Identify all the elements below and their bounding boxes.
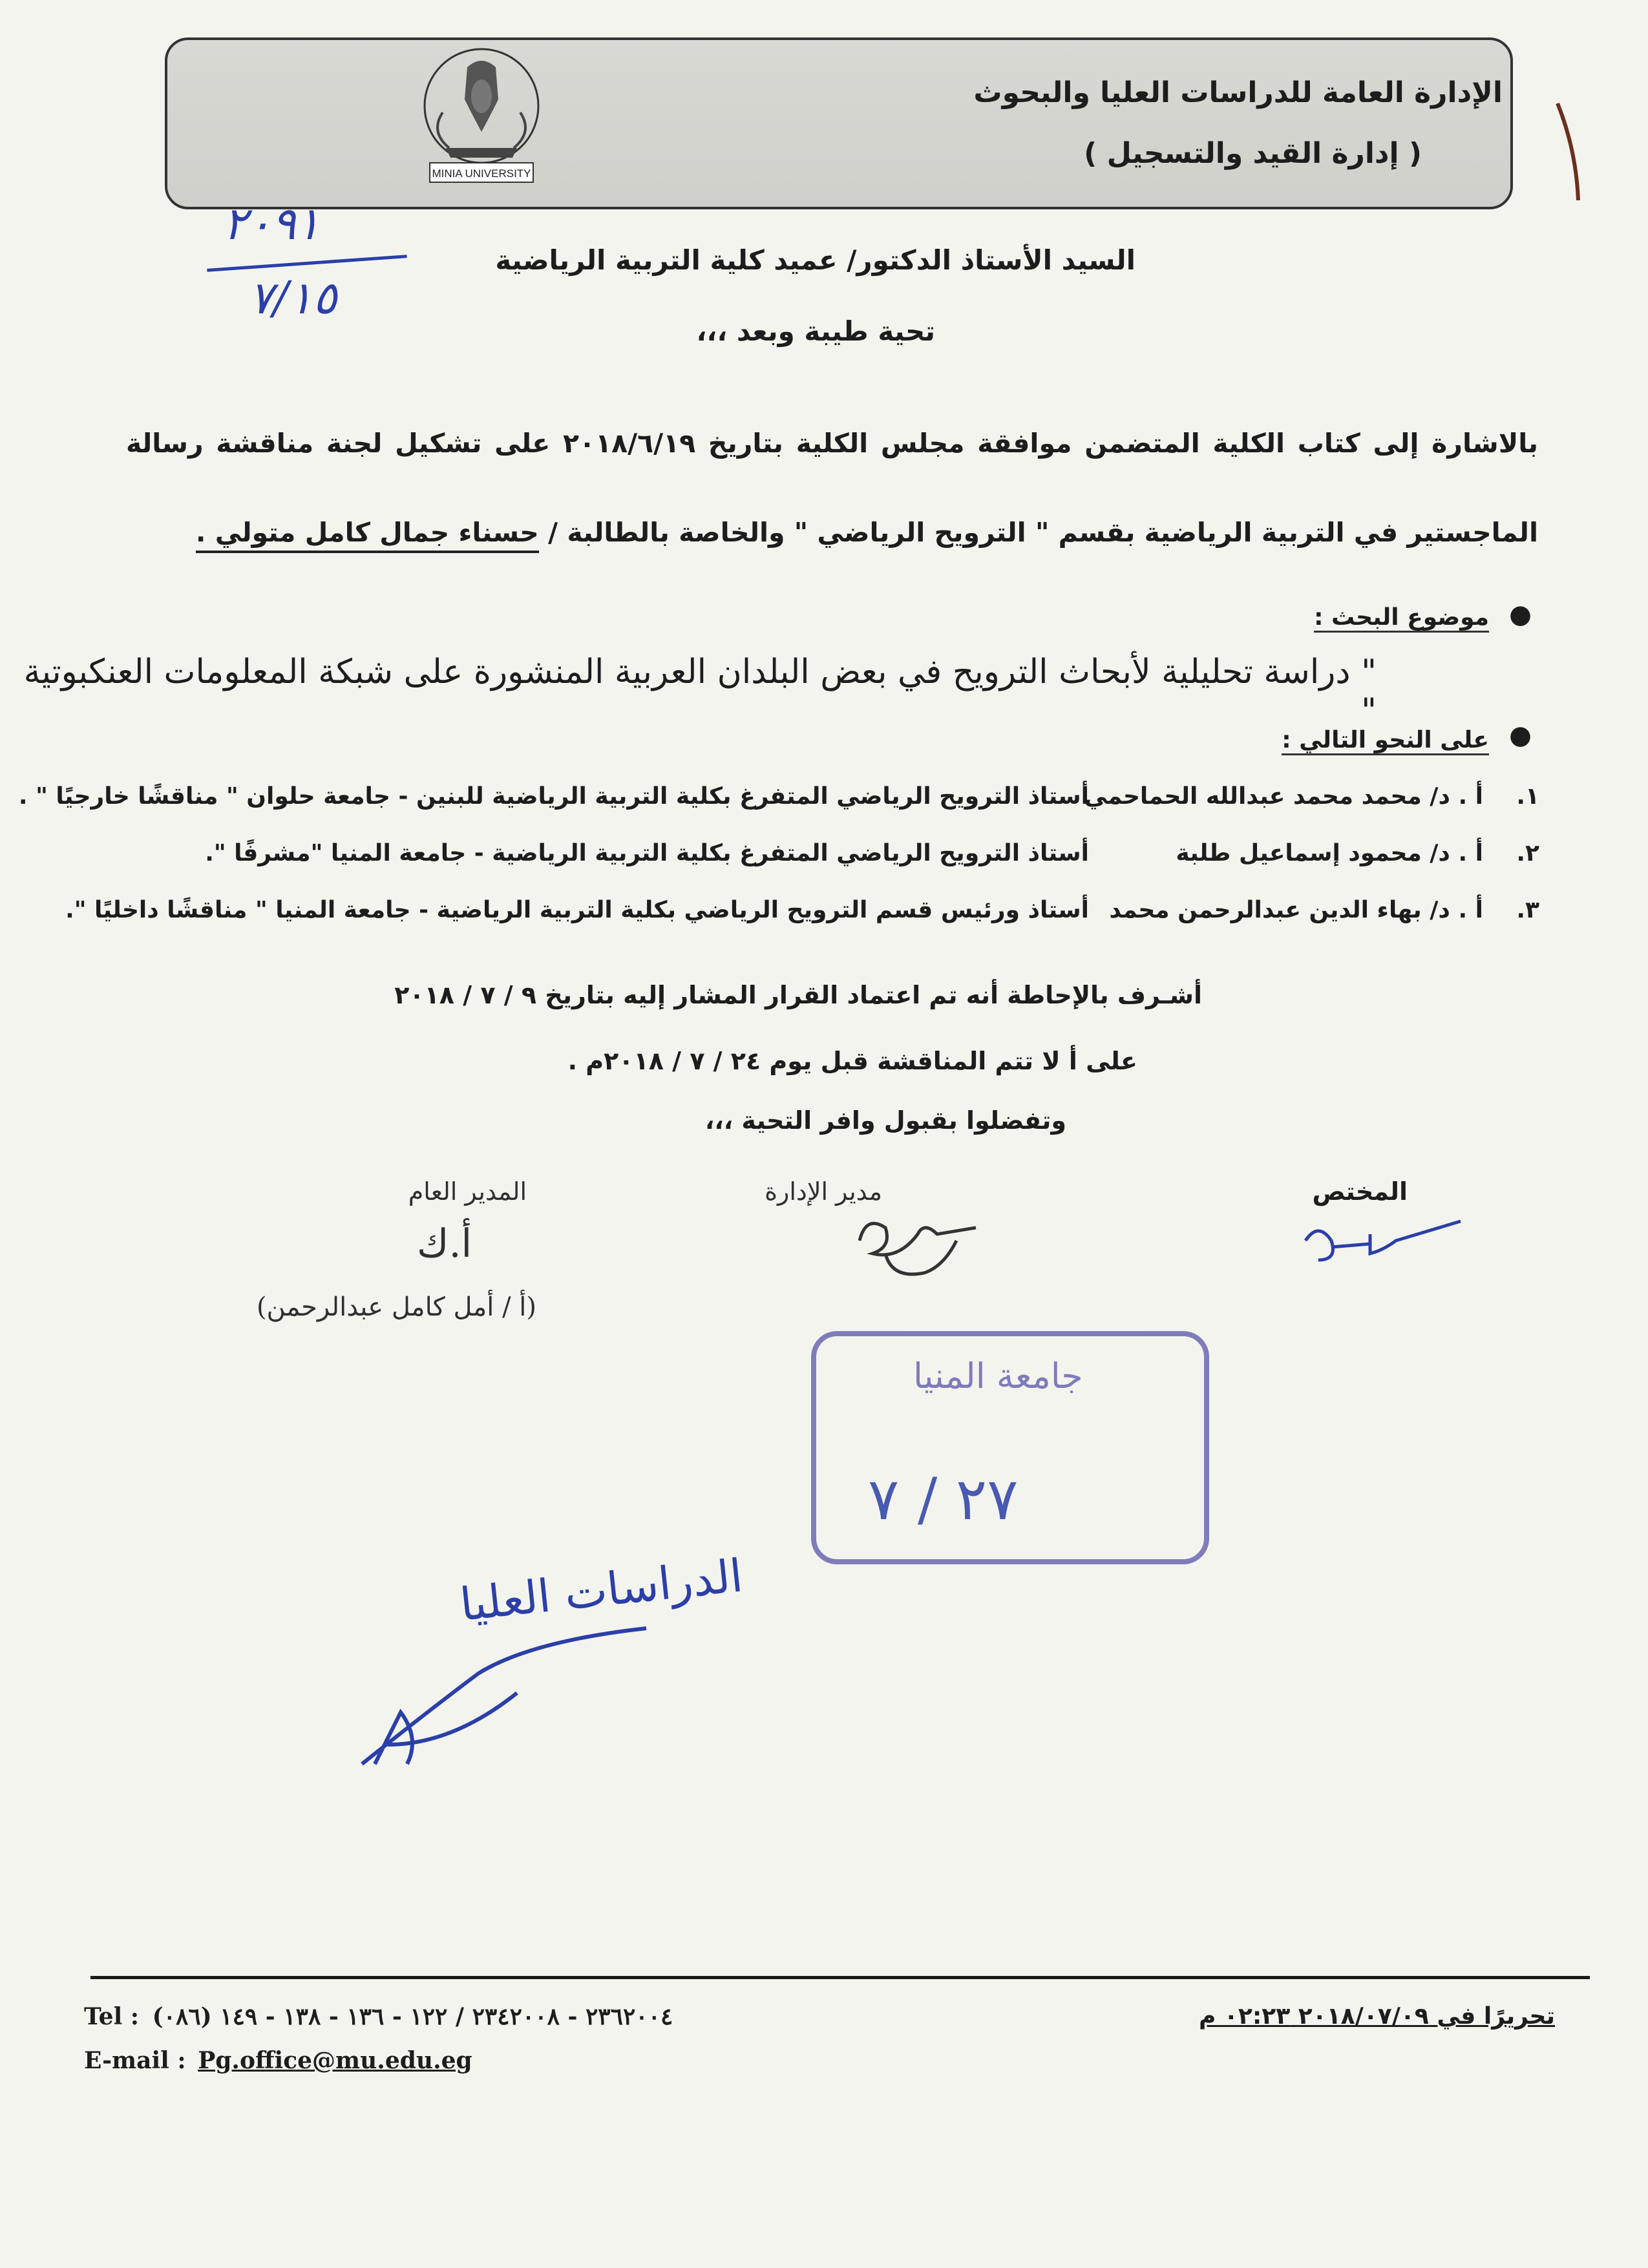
member-number: .٣: [1516, 897, 1539, 923]
research-subject: " دراسة تحليلية لأبحاث الترويح في بعض البلدان العربية المنشورة على شبكة المعلومات العنكبوتية ": [23, 653, 1377, 730]
approval-line: أشـرف بالإحاطة أنه تم اعتماد القرار المشار إليه بتاريخ ٩ / ٧ / ٢٠١٨: [394, 981, 1202, 1009]
footer-email: [84, 2047, 472, 2074]
handwritten-ref-date: ٧/١٥: [249, 271, 337, 324]
member-title: أستاذ الترويح الرياضي المتفرغ بكلية التربية الرياضية للبنين - جامعة حلوان " مناقشًا خارجيًا " .: [18, 783, 1089, 810]
bullet-icon: ●: [1509, 720, 1532, 750]
admin-manager-signature: [847, 1202, 982, 1286]
handwritten-scribble: [349, 1615, 659, 1777]
member-number: .٢: [1516, 840, 1539, 866]
logo-caption: MINIA UNIVERSITY: [432, 167, 531, 180]
general-manager-name: (أ / أمل كامل عبدالرحمن): [256, 1292, 536, 1322]
university-logo: [417, 41, 546, 190]
letterhead-line1: الإدارة العامة للدراسات العليا والبحوث: [973, 76, 1503, 109]
admin-manager-label: مدير الإدارة: [765, 1177, 882, 1206]
footer-rule: [90, 1976, 1590, 1979]
member-title: أستاذ ورئيس قسم الترويح الرياضي بكلية التربية الرياضية - جامعة المنيا " مناقشًا داخليًا ".: [65, 897, 1089, 923]
closing-line: وتفضلوا بقبول وافر التحية ،،،: [704, 1106, 1066, 1135]
body-paragraph-1: بالاشارة إلى كتاب الكلية المتضمن موافقة مجلس الكلية بتاريخ ٢٠١٨/٦/١٩ على تشكيل لجنة مناقشة رسالة: [126, 428, 1539, 459]
specialist-signature: [1293, 1208, 1474, 1279]
email-label: E-mail :: [84, 2047, 186, 2074]
stamp-date: ٢٧ / ٧: [868, 1465, 1019, 1533]
as-follows-label: على النحو التالي :: [1282, 727, 1489, 755]
letterhead-box: [165, 37, 1513, 209]
member-name: أ . د/ محمود إسماعيل طلبة: [1176, 840, 1483, 866]
body-paragraph-2: [196, 517, 1538, 548]
pen-mark: [1551, 97, 1590, 207]
footer-date: تحريرًا في ٢٠١٨/٠٧/٠٩ ٠٢:٢٣ م: [1199, 2003, 1556, 2030]
tel-label: Tel :: [84, 2003, 140, 2030]
member-name: أ . د/ محمد محمد عبدالله الحماحمي: [1084, 783, 1483, 810]
member-title: أستاذ الترويح الرياضي المتفرغ بكلية التربية الرياضية - جامعة المنيا "مشرفًا ".: [205, 840, 1089, 866]
email-link[interactable]: Pg.office@mu.edu.eg: [198, 2047, 472, 2074]
discussion-date-line: على أ لا تتم المناقشة قبل يوم ٢٤ / ٧ / ٢٠١٨م .: [567, 1047, 1137, 1075]
addressee: السيد الأستاذ الدكتور/ عميد كلية التربية الرياضية: [495, 244, 1136, 276]
specialist-label: المختص: [1312, 1177, 1408, 1206]
member-number: .١: [1516, 783, 1539, 810]
general-manager-label: المدير العام: [408, 1177, 527, 1206]
subject-label: موضوع البحث :: [1314, 604, 1489, 633]
handwritten-ref-line: [207, 255, 407, 272]
member-name: أ . د/ بهاء الدين عبدالرحمن محمد: [1109, 897, 1483, 923]
bullet-icon: ●: [1509, 600, 1532, 629]
letterhead-line2: ( إدارة القيد والتسجيل ): [1084, 137, 1422, 170]
student-name: حسناء جمال كامل متولي .: [196, 517, 539, 553]
para2-prefix: الماجستير في التربية الرياضية بقسم " الترويح الرياضي " والخاصة بالطالبة /: [548, 517, 1538, 548]
official-stamp: [811, 1331, 1209, 1564]
handwritten-note: الدراسات العليا: [457, 1549, 746, 1632]
stamp-text: جامعة المنيا: [913, 1356, 1083, 1396]
tel-numbers: (٠٨٦) ٢٣٦٢٠٠٤ - ٢٣٤٢٠٠٨ / ١٢٢ - ١٣٦ - ١٣٨ - ١٤٩: [152, 2003, 673, 2030]
footer-tel: [84, 2003, 673, 2030]
general-manager-initials: أ.ك: [417, 1221, 472, 1266]
greeting: تحية طيبة وبعد ،،،: [696, 315, 935, 347]
handwritten-ref-number: ٢٠٩١: [223, 197, 321, 250]
